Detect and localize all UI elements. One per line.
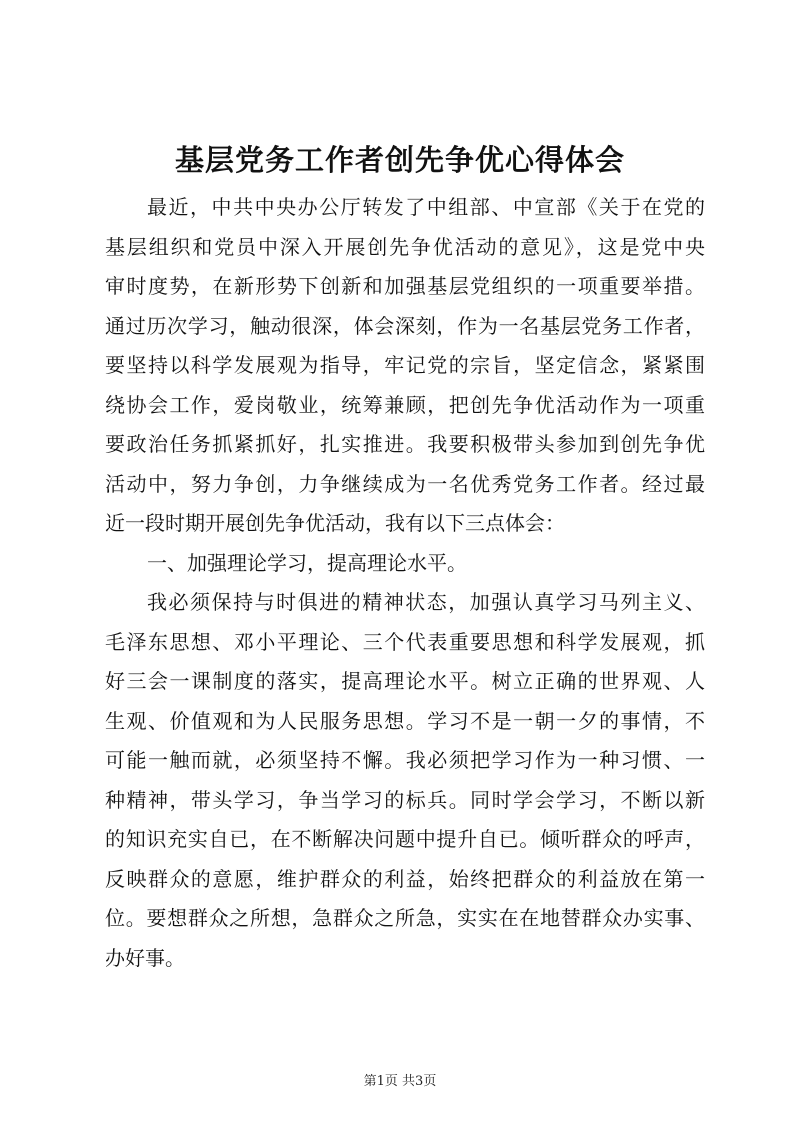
paragraph-1-line: 审时度势，在新形势下创新和加强基层党组织的一项重要举措。	[105, 274, 705, 298]
paragraph-3-line: 毛泽东思想、邓小平理论、三个代表重要思想和科学发展观，抓	[105, 629, 705, 654]
paragraph-1-line: 最近，中共中央办公厅转发了中组部、中宣部《关于在党的	[147, 195, 705, 219]
paragraph-3-line: 生观、价值观和为人民服务思想。学习不是一朝一夕的事情，不	[105, 708, 705, 733]
paragraph-1-line: 要政治任务抓紧抓好，扎实推进。我要积极带头参加到创先争优	[105, 432, 705, 456]
paragraph-3-line: 种精神，带头学习，争当学习的标兵。同时学会学习，不断以新	[105, 787, 705, 812]
section-heading: 一、加强理论学习，提高理论水平。	[147, 550, 467, 575]
paragraph-3-line: 我必须保持与时俱进的精神状态，加强认真学习马列主义、	[147, 590, 705, 614]
paragraph-1-line: 绕协会工作，爱岗敬业，统筹兼顾，把创先争优活动作为一项重	[105, 392, 705, 417]
paragraph-1-line: 活动中，努力争创，力争继续成为一名优秀党务工作者。经过最	[105, 471, 705, 496]
document-body	[105, 188, 705, 978]
paragraph-3-line: 好三会一课制度的落实，提高理论水平。树立正确的世界观、人	[105, 669, 705, 693]
paragraph-3-line: 反映群众的意愿，维护群众的利益，始终把群众的利益放在第一	[105, 866, 705, 891]
page-number-footer: 第1页 共3页	[363, 1074, 437, 1089]
paragraph-1-line: 通过历次学习，触动很深，体会深刻，作为一名基层党务工作者，	[105, 313, 705, 338]
paragraph-1-line: 近一段时期开展创先争优活动，我有以下三点体会：	[105, 511, 565, 535]
paragraph-3-line: 办好事。	[105, 945, 185, 970]
paragraph-3-line: 的知识充实自已，在不断解决问题中提升自已。倾听群众的呼声，	[105, 827, 705, 851]
paragraph-3-line: 可能一触而就，必须坚持不懈。我必须把学习作为一种习惯、一	[105, 748, 705, 772]
paragraph-1-line: 要坚持以科学发展观为指导，牢记党的宗旨，坚定信念，紧紧围	[105, 353, 705, 377]
paragraph-3-line: 位。要想群众之所想，急群众之所急，实实在在地替群众办实事、	[105, 906, 705, 930]
document-title: 基层党务工作者创先争优心得体会	[174, 143, 625, 177]
paragraph-1-line: 基层组织和党员中深入开展创先争优活动的意见》，这是党中央	[105, 234, 705, 259]
